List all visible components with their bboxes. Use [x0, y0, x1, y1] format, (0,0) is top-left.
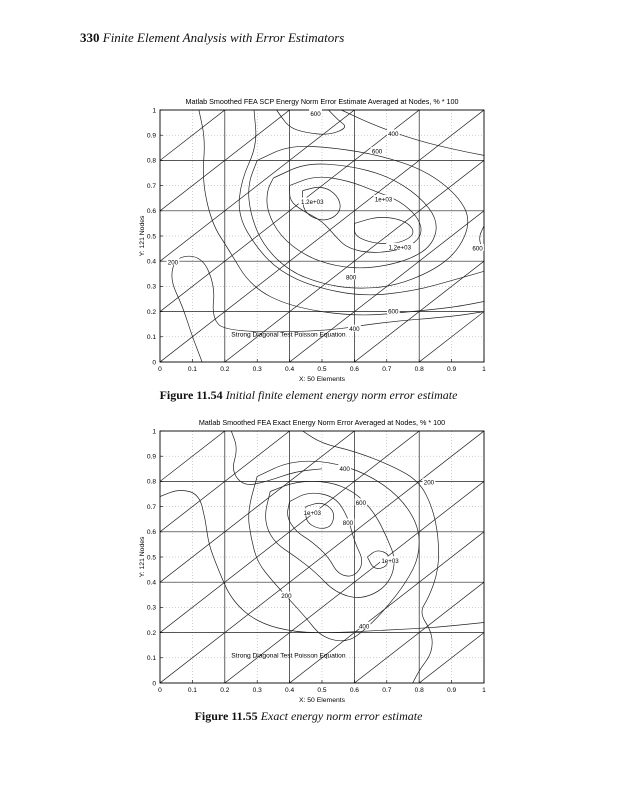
contour-label: 600: [472, 245, 483, 253]
contour-label: 400: [388, 130, 399, 138]
running-header: [80, 30, 344, 46]
contour-line-1200: [354, 217, 413, 243]
contour-label: 600: [355, 499, 367, 507]
x-tick-label: 0.5: [317, 366, 327, 373]
figure-label: Figure 11.54: [159, 388, 223, 402]
y-tick-label: 0.2: [146, 308, 156, 316]
contour-line-800: [267, 164, 436, 268]
contour-label: 400: [339, 465, 350, 473]
contour-line-400: [249, 461, 420, 641]
y-tick-label: 0.5: [146, 233, 156, 241]
x-axis-label: X: 50 Elements: [298, 697, 346, 704]
figure-11-55: [0, 413, 617, 713]
y-tick-label: 0.7: [146, 503, 156, 511]
y-tick-label: 0.3: [146, 283, 156, 291]
mesh-line-diagonal: [160, 0, 484, 160]
y-tick-label: 1: [152, 428, 156, 436]
y-tick-label: 0.7: [146, 182, 156, 190]
y-axis-label: Y: 121 Nodes: [139, 536, 146, 578]
x-tick-label: 0.1: [187, 366, 197, 373]
x-tick-label: 0.8: [414, 366, 424, 373]
y-axis-label: Y: 121 Nodes: [139, 215, 146, 257]
x-tick-label: 0.3: [252, 687, 262, 694]
figure-caption-1: [0, 388, 617, 403]
contour-label: 1e+03: [374, 196, 393, 204]
y-tick-label: 0.5: [146, 554, 156, 562]
x-tick-label: 0.2: [220, 366, 230, 373]
contour-label: 800: [345, 274, 357, 282]
y-tick-label: 1: [152, 107, 156, 115]
y-tick-label: 0.2: [146, 629, 156, 637]
figure-caption-2: [0, 709, 617, 724]
plot-annotation: Strong Diagonal Test Poisson Equation: [231, 331, 346, 339]
contour-line-400: [341, 110, 484, 155]
y-tick-label: 0.6: [146, 529, 156, 537]
contour-label: 600: [388, 308, 399, 316]
chart-title: Matlab Smoothed FEA SCP Energy Norm Error Estimate Averaged at Nodes, % * 100: [185, 97, 459, 106]
contour-label: 600: [371, 148, 383, 156]
x-tick-label: 0.5: [317, 687, 327, 694]
contour-label: 1.2e+03: [301, 198, 324, 206]
figure-11-54: [0, 92, 617, 402]
y-tick-label: 0.8: [146, 157, 156, 165]
contour-label: 1.2e+03: [388, 244, 412, 252]
y-tick-label: 0.1: [146, 655, 156, 663]
contour-label: 800: [342, 519, 354, 527]
y-tick-label: 0.3: [146, 604, 156, 612]
y-tick-label: 0.6: [146, 208, 156, 216]
y-tick-label: 0.4: [146, 579, 156, 587]
contour-plot-1: [0, 92, 617, 392]
contour-line-200: [199, 110, 484, 315]
plot-annotation: Strong Diagonal Test Poisson Equation: [231, 652, 346, 660]
x-tick-label: 0.4: [285, 687, 295, 694]
contour-line-600: [266, 481, 394, 597]
contour-label: 200: [167, 259, 179, 267]
mesh-line-diagonal: [160, 0, 484, 110]
x-tick-label: 0.4: [285, 366, 295, 373]
x-tick-label: 0: [158, 366, 162, 373]
running-title: Finite Element Analysis with Error Estimators: [102, 30, 345, 45]
figure-caption-text: Initial finite element energy norm error estimate: [225, 388, 458, 402]
contour-plot-2: [0, 413, 617, 713]
x-tick-label: 0.2: [220, 687, 230, 694]
x-tick-label: 0.7: [382, 366, 392, 373]
contour-line-400: [239, 110, 484, 295]
x-tick-label: 0.9: [447, 687, 457, 694]
y-tick-label: 0.9: [146, 132, 156, 140]
x-tick-label: 0.3: [252, 366, 262, 373]
figure-caption-text: Exact energy norm error estimate: [260, 709, 423, 723]
y-tick-label: 0.1: [146, 334, 156, 342]
y-tick-label: 0.8: [146, 478, 156, 486]
x-tick-label: 0.6: [349, 366, 359, 373]
x-tick-label: 1: [482, 366, 486, 373]
figure-label: Figure 11.55: [194, 709, 258, 723]
contour-label: 200: [423, 479, 435, 487]
x-tick-label: 0.1: [187, 687, 197, 694]
contour-label: 400: [358, 623, 370, 631]
y-tick-label: 0.9: [146, 453, 156, 461]
contour-line-200: [231, 431, 322, 485]
x-tick-label: 0.8: [414, 687, 424, 694]
contour-label: 400: [349, 326, 360, 334]
contours: [172, 110, 484, 362]
y-tick-label: 0: [152, 680, 156, 688]
x-tick-label: 0.9: [447, 366, 457, 373]
x-tick-label: 0.6: [349, 687, 359, 694]
x-axis-label: X: 50 Elements: [298, 376, 346, 383]
chart-title: Matlab Smoothed FEA Exact Energy Norm Error Averaged at Nodes, % * 100: [198, 418, 446, 427]
contour-label: 1e+03: [303, 509, 321, 517]
x-tick-label: 0.7: [382, 687, 392, 694]
contour-label: 600: [310, 110, 321, 118]
contour-label: 1e+03: [381, 557, 399, 565]
page-number: 330: [80, 30, 100, 45]
contour-label: 200: [281, 593, 292, 601]
x-tick-label: 1: [482, 687, 486, 694]
y-tick-label: 0.4: [146, 258, 156, 266]
x-tick-label: 0: [158, 687, 162, 694]
y-tick-label: 0: [152, 359, 156, 367]
